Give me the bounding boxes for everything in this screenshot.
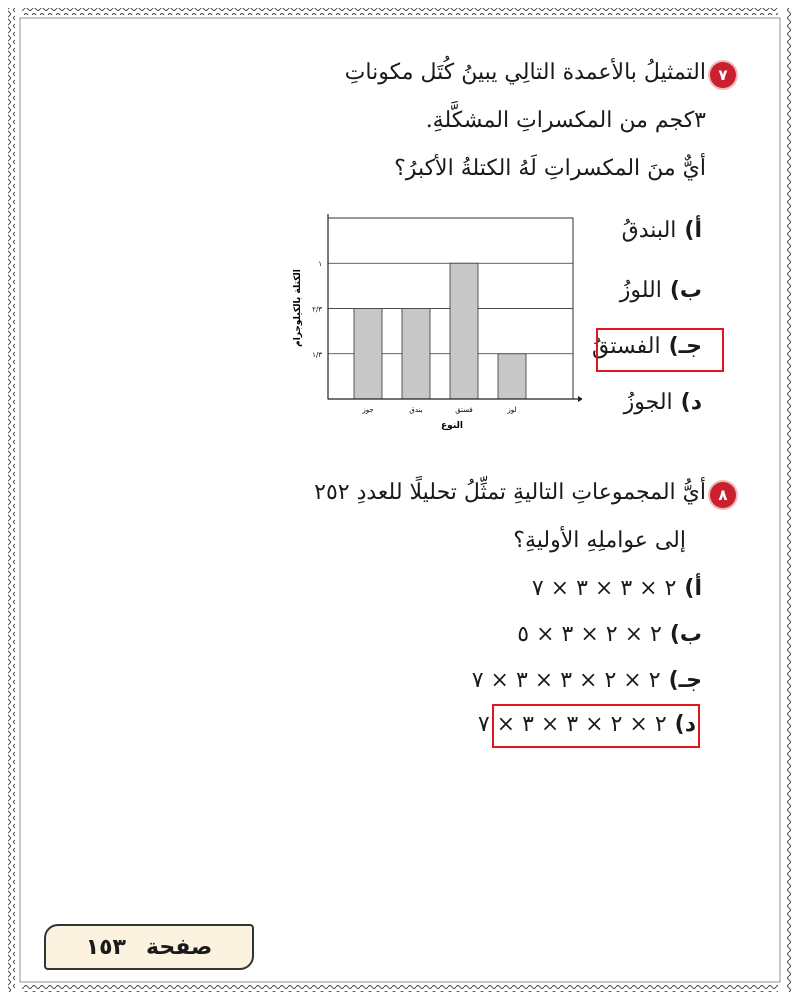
- option-b[interactable]: [620, 278, 702, 303]
- option-letter: جـ): [668, 334, 702, 359]
- option-letter: ب): [669, 622, 702, 647]
- x-tick-label: لوز: [507, 406, 517, 414]
- question-7: [186, 60, 706, 190]
- option-text: ٢ × ٢ × ٣ × ٣ × ٧: [471, 668, 661, 693]
- option-b[interactable]: [517, 622, 702, 647]
- option-text: اللوزُ: [619, 278, 662, 303]
- option-c[interactable]: [472, 668, 702, 693]
- y-tick-label: ١: [318, 260, 322, 269]
- y-axis-label: الكتلة بالكيلوجرام: [293, 269, 303, 347]
- y-tick-label: ١/٣: [312, 350, 322, 359]
- page-word: صفحة: [146, 934, 213, 960]
- question-number-badge: ٨: [710, 482, 736, 508]
- option-letter: أ): [684, 576, 702, 601]
- option-letter: ب): [669, 278, 702, 303]
- option-text: الجوزُ: [623, 390, 673, 415]
- bar: [498, 354, 526, 399]
- option-text: ٢ × ٣ × ٣ × ٧: [531, 576, 677, 601]
- question-8: [146, 480, 706, 570]
- option-text: الفستقُ: [592, 334, 661, 359]
- option-letter: جـ): [668, 668, 702, 693]
- question-text: أيٌّ منَ المكسراتِ لَهُ الكتلةُ الأكبرُ؟: [394, 156, 706, 181]
- bar-chart: [282, 210, 582, 440]
- question-number-badge: ٧: [710, 62, 736, 88]
- selected-answer-highlight: [492, 704, 700, 748]
- x-axis-label: النوع: [441, 421, 463, 431]
- option-a[interactable]: [622, 218, 702, 243]
- page-number: ١٥٣: [85, 934, 126, 960]
- question-text: التمثيلُ بالأعمدة التالِي يبينُ كُتَل مكوناتِ: [344, 60, 706, 85]
- bar: [450, 263, 478, 399]
- selected-answer-highlight: [596, 328, 724, 372]
- option-text: ٢ × ٢ × ٣ × ٣ × ٧: [477, 712, 667, 737]
- question-text: ٣كجم من المكسراتِ المشكَّلةِ.: [425, 108, 706, 133]
- option-text: البندقُ: [621, 218, 677, 243]
- x-tick-label: جوز: [362, 406, 374, 414]
- x-tick-label: فستق: [455, 406, 473, 414]
- bar: [402, 308, 430, 399]
- bar: [354, 308, 382, 399]
- option-letter: أ): [684, 218, 702, 243]
- option-text: ٢ × ٢ × ٣ × ٥: [517, 622, 662, 647]
- option-d[interactable]: [624, 390, 702, 415]
- y-tick-label: ٢/٣: [312, 305, 322, 314]
- x-axis-arrow: [578, 396, 582, 402]
- page-number-tag: [44, 924, 254, 970]
- option-letter: د): [680, 390, 702, 415]
- option-letter: د): [674, 712, 696, 737]
- option-a[interactable]: [532, 576, 702, 601]
- x-tick-label: بندق: [409, 406, 423, 414]
- question-text: أيُّ المجموعاتِ التاليةِ تمثِّلُ تحليلًا للعددِ ٢٥٢: [314, 480, 706, 505]
- question-text: إلى عواملِهِ الأوليةِ؟: [513, 528, 686, 553]
